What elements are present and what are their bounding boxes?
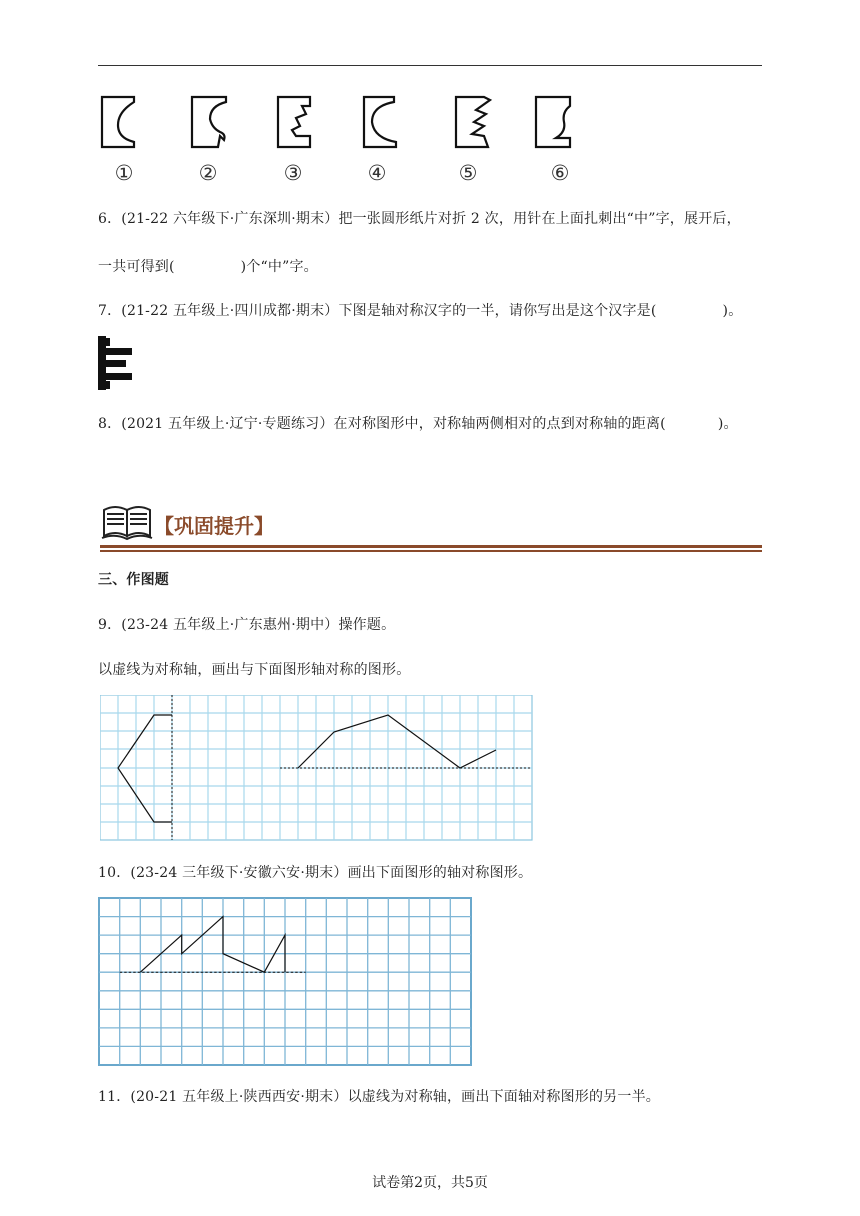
half-character-figure xyxy=(98,336,134,392)
page-footer: 试卷第2页，共5页 xyxy=(372,1175,488,1191)
section-rule-bottom xyxy=(100,550,762,552)
part3-heading: 三、作图题 xyxy=(98,572,169,588)
q9-title: 9．(23-24 五年级上·广东惠州·期中）操作题。 xyxy=(98,617,396,633)
q7-text xyxy=(98,300,742,320)
shape-label-1: ① xyxy=(114,161,134,185)
section-rule-top xyxy=(100,545,762,548)
q6-line2-post: )个“中”字。 xyxy=(240,259,318,275)
half-shape-2 xyxy=(192,97,226,147)
header-rule xyxy=(98,65,762,66)
q6-line2 xyxy=(98,256,318,276)
q8-text xyxy=(98,413,738,433)
q10-grid-figure[interactable] xyxy=(98,897,472,1067)
half-shape-6 xyxy=(536,97,570,147)
q6-line1: 6．(21-22 六年级下·广东深圳·期末）把一张圆形纸片对折 2 次，用针在上面扎刺出“中”字，展开后， xyxy=(98,211,741,227)
q8-text-pre: 8．(2021 五年级上·辽宁·专题练习）在对称图形中，对称轴两侧相对的点到对称轴的距离( xyxy=(98,416,666,432)
shape-label-3: ③ xyxy=(283,161,303,185)
q10-shape xyxy=(140,917,285,973)
q11-title: 11．(20-21 五年级上·陕西西安·期末）以虚线为对称轴，画出下面轴对称图形的另一半。 xyxy=(98,1089,660,1105)
shape-label-5: ⑤ xyxy=(458,161,478,185)
q8-text-post: )。 xyxy=(717,416,738,432)
half-shape-3 xyxy=(278,97,310,147)
half-shape-4 xyxy=(364,97,396,147)
q9-grid-figure[interactable] xyxy=(100,695,534,842)
q6-line2-pre: 一共可得到( xyxy=(98,259,175,275)
shape-label-4: ④ xyxy=(367,161,387,185)
shape-label-6: ⑥ xyxy=(550,161,570,185)
q10-title: 10．(23-24 三年级下·安徽六安·期末）画出下面图形的轴对称图形。 xyxy=(98,865,533,881)
q7-text-post: )。 xyxy=(722,303,743,319)
half-shape-5 xyxy=(456,97,490,147)
half-shapes-figure xyxy=(96,92,586,154)
q9-shape-right xyxy=(298,715,496,768)
section-title: 【巩固提升】 xyxy=(154,514,274,538)
q10-grid xyxy=(99,898,471,1065)
q9-instruction: 以虚线为对称轴，画出与下面图形轴对称的图形。 xyxy=(98,662,411,678)
book-icon xyxy=(100,498,154,542)
half-shape-1 xyxy=(102,97,134,147)
q7-text-pre: 7．(21-22 五年级上·四川成都·期末）下图是轴对称汉字的一半，请你写出是这个汉字是( xyxy=(98,303,657,319)
shape-label-2: ② xyxy=(198,161,218,185)
